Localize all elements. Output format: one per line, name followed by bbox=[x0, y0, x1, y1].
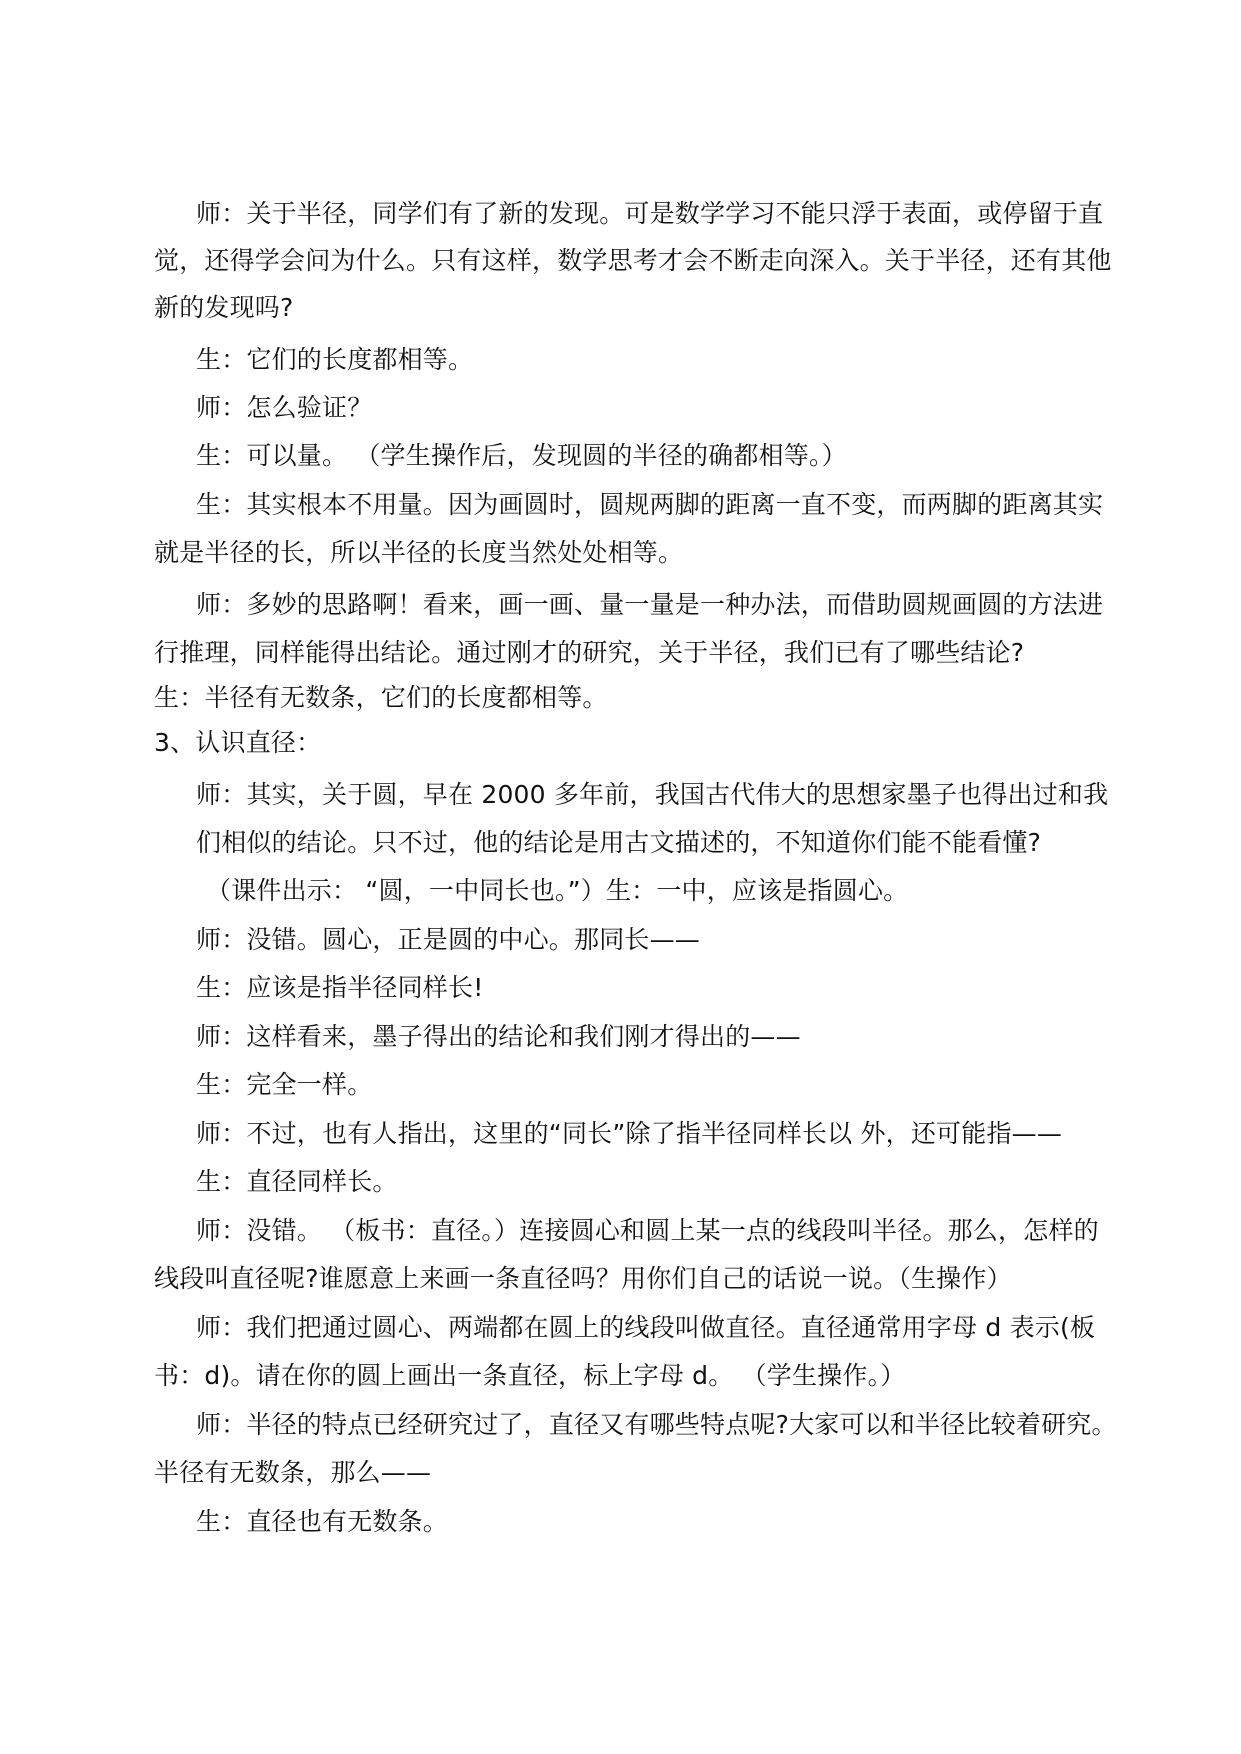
text-line: 师：我们把通过圆心、两端都在圆上的线段叫做直径。直径通常用字母 d 表示(板 bbox=[196, 1313, 1096, 1342]
text-line: 师：其实，关于圆，早在 2000 多年前，我国古代伟大的思想家墨子也得出过和我 bbox=[196, 780, 1109, 809]
text-line: 生：半径有无数条，它们的长度都相等。 bbox=[154, 683, 608, 712]
text-line: 师：怎么验证？ bbox=[196, 393, 373, 422]
section-heading: 3、认识直径： bbox=[154, 728, 322, 757]
text-line: （课件出示： “圆，一中同长也。”）生：一中，应该是指圆心。 bbox=[206, 876, 909, 905]
text-line: 们相似的结论。只不过，他的结论是用古文描述的，不知道你们能不能看懂? bbox=[196, 828, 1042, 857]
text-line: 师：这样看来，墨子得出的结论和我们刚才得出的—— bbox=[196, 1022, 801, 1051]
text-line: 生：应该是指半径同样长! bbox=[196, 973, 484, 1002]
text-line: 师：半径的特点已经研究过了，直径又有哪些特点呢?大家可以和半径比较着研究。 bbox=[196, 1410, 1117, 1439]
text-line: 就是半径的长，所以半径的长度当然处处相等。 bbox=[154, 538, 684, 567]
text-line: 生：完全一样。 bbox=[196, 1070, 373, 1099]
text-line: 书：d)。请在你的圆上画出一条直径，标上字母 d。 （学生操作。） bbox=[154, 1361, 906, 1390]
text-line: 生：它们的长度都相等。 bbox=[196, 345, 474, 374]
text-line: 行推理，同样能得出结论。通过刚才的研究，关于半径，我们已有了哪些结论? bbox=[154, 638, 1025, 667]
text-line: 新的发现吗? bbox=[154, 293, 294, 322]
text-line: 生：直径同样长。 bbox=[196, 1167, 398, 1196]
text-line: 半径有无数条，那么—— bbox=[154, 1458, 432, 1487]
text-line: 生：其实根本不用量。因为画圆时，圆规两脚的距离一直不变，而两脚的距离其实 bbox=[196, 490, 1104, 519]
text-line: 觉，还得学会问为什么。只有这样，数学思考才会不断走向深入。关于半径，还有其他 bbox=[154, 246, 1112, 275]
text-line: 师：多妙的思路啊！看来，画一画、量一量是一种办法，而借助圆规画圆的方法进 bbox=[196, 590, 1104, 619]
text-line: 师：不过，也有人指出，这里的“同长”除了指半径同样长以 外，还可能指—— bbox=[196, 1119, 1063, 1148]
text-line: 师：没错。 （板书：直径。）连接圆心和圆上某一点的线段叫半径。那么，怎样的 bbox=[196, 1216, 1099, 1245]
text-line: 生：可以量。 （学生操作后，发现圆的半径的确都相等。） bbox=[196, 441, 847, 470]
text-line: 线段叫直径呢?谁愿意上来画一条直径吗？用你们自己的话说一说。（生操作） bbox=[154, 1264, 1012, 1293]
text-line: 师：没错。圆心，正是圆的中心。那同长—— bbox=[196, 925, 701, 954]
text-line: 生：直径也有无数条。 bbox=[196, 1507, 449, 1536]
text-line: 师：关于半径，同学们有了新的发现。可是数学学习不能只浮于表面，或停留于直 bbox=[196, 199, 1104, 228]
